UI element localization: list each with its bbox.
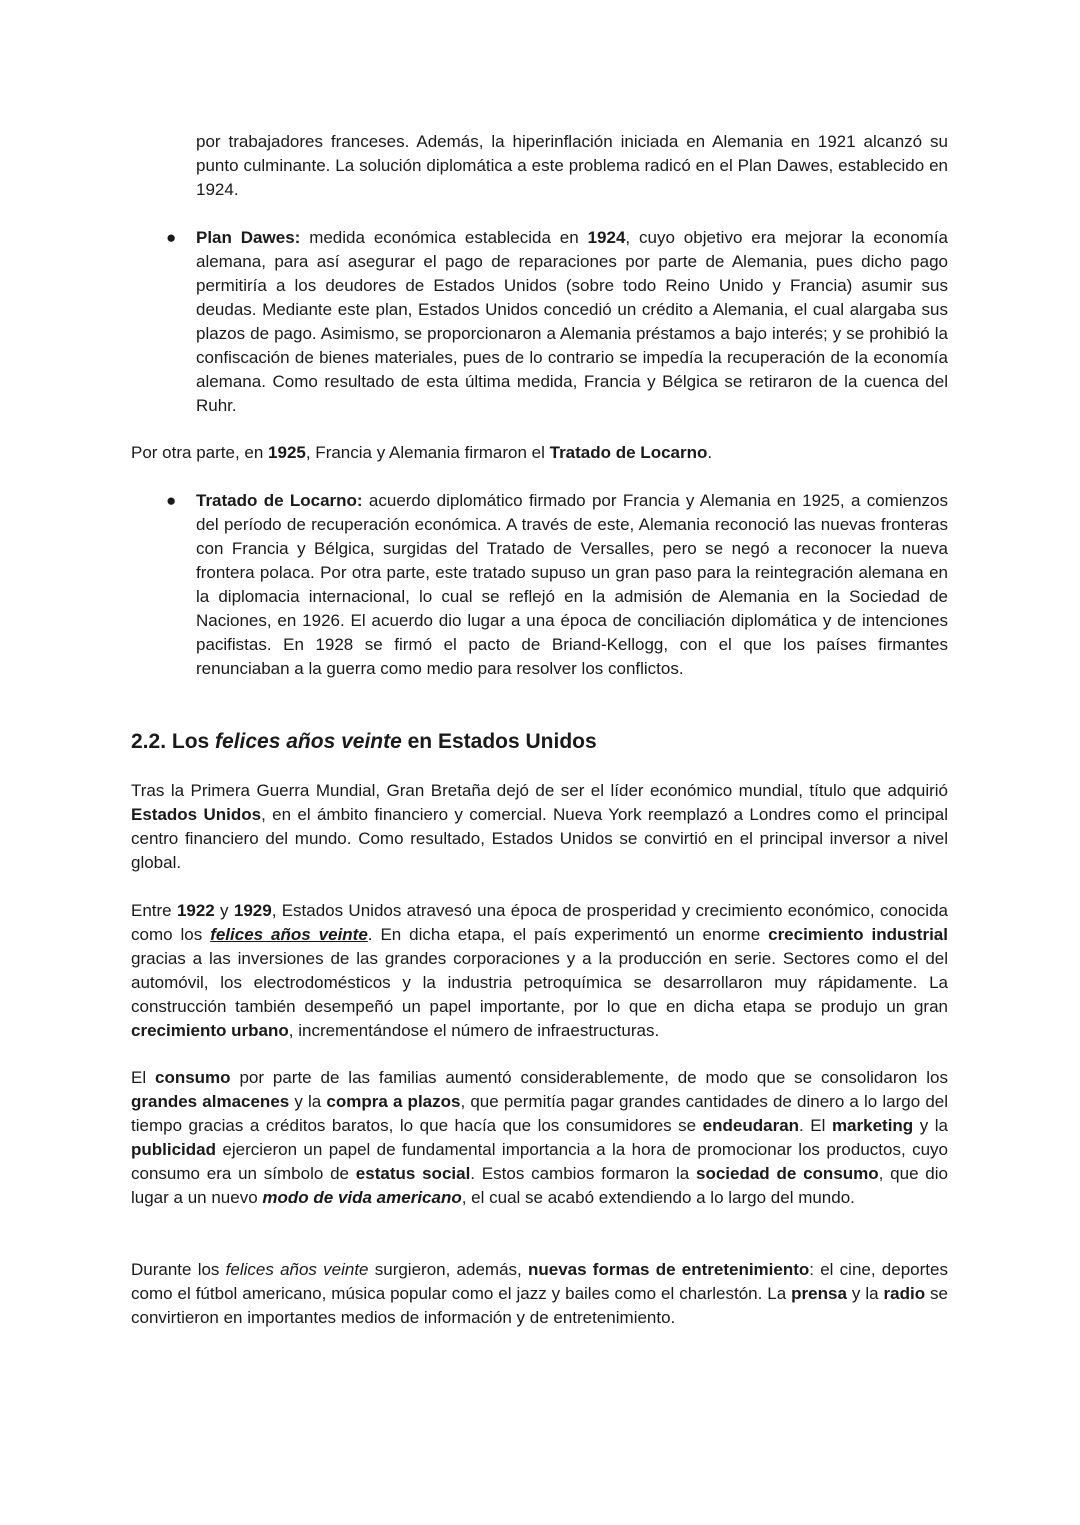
paragraph-3: El consumo por parte de las familias aumentó considerablemente, de modo que se consolidaron los grandes almacenes y la compra a plazos, que permitía pagar grandes cantidades de dinero a lo largo del tiempo gracias a créditos baratos, lo que hacía que los consumidores se endeudaran. El marketing y la publicidad ejercieron un papel de fundamental importancia a la hora de promocionar los productos, cuyo consumo era un símbolo de estatus social. Estos cambios formaron la sociedad de consumo, que dio lugar a un nuevo modo de vida americano, el cual se acabó extendiendo a lo largo del mundo. [131,1068,949,1207]
paragraph-1: Tras la Primera Guerra Mundial, Gran Bretaña dejó de ser el líder económico mundial, título que adquirió Estados Unidos, en el ámbito financiero y comercial. Nueva York reemplazó a Londres como el principal centro financiero del mundo. Como resultado, Estados Unidos se convirtió en el principal inversor a nivel global. [131,781,948,872]
paragraph-4: Durante los felices años veinte surgieron, además, nuevas formas de entretenimiento: el cine, deportes como el fútbol americano, música popular como el jazz y bailes como el charlestón. La prensa y la radio se convirtieron en importantes medios de información y de entretenimiento. [131,1260,948,1327]
plan-dawes-text: Plan Dawes: medida económica establecida en 1924, cuyo objetivo era mejorar la economía alemana, para así asegurar el pago de reparaciones por parte de Alemania, pues dicho pago permitiría a los deudores de Estados Unidos (sobre todo Reino Unido y Francia) asumir sus deudas. Mediante este plan, Estados Unidos concedió un crédito a Alemania, el cual alargaba sus plazos de pago. Asimismo, se proporcionaron a Alemania préstamos a bajo interés; y se prohibió la confiscación de bienes materiales, pues de lo contrario se impedía la recuperación de la economía alemana. Como resultado de esta última medida, Francia y Bélgica se retiraron de la cuenca del Ruhr. [196,228,949,415]
locarno-text: Tratado de Locarno: acuerdo diplomático firmado por Francia y Alemania en 1925, a comienzos del período de recuperación económica. A través de este, Alemania reconoció las nuevas fronteras con Francia y Bélgica, surgidas del Tratado de Versalles, pero se negó a reconocer la nueva frontera polaca. Por otra parte, este tratado supuso un gran paso para la reintegración alemana en la diplomacia internacional, lo cual se reflejó en la admisión de Alemania en la Sociedad de Naciones, en 1926. El acuerdo dio lugar a una época de conciliación diplomática y de intenciones pacifistas. En 1928 se firmó el pacto de Briand-Kellogg, con el que los países firmantes renunciaban a la guerra como medio para resolver los conflictos. [196,491,948,678]
list-item-tratado-locarno [131,489,948,681]
locarno-intro-paragraph: Por otra parte, en 1925, Francia y Alemania firmaron el Tratado de Locarno. [131,443,713,462]
bullet-icon: ● [166,228,177,247]
bullet-icon: ● [166,491,177,510]
paragraph-2: Entre 1922 y 1929, Estados Unidos atravesó una época de prosperidad y crecimiento económico, conocida como los felices años veinte. En dicha etapa, el país experimentó un enorme crecimiento industrial gracias a las inversiones de las grandes corporaciones y a la producción en serie. Sectores como el del automóvil, los electrodomésticos y la industria petroquímica se desarrollaron muy rápidamente. La construcción también desempeñó un papel importante, por lo que en dicha etapa se produjo un gran crecimiento urbano, incrementándose el número de infraestructuras. [131,901,948,1040]
plan-dawes-term: Plan Dawes: [196,228,301,247]
locarno-term: Tratado de Locarno: [196,491,363,510]
list-item-plan-dawes [131,226,948,418]
continuation-paragraph: por trabajadores franceses. Además, la hiperinflación iniciada en Alemania en 1921 alcanzó su punto culminante. La solución diplomática a este problema radicó en el Plan Dawes, establecido en 1924. [196,132,948,199]
felices-anos-veinte-emphasis: felices años veinte [210,925,368,944]
section-heading: 2.2. Los felices años veinte en Estados Unidos [131,730,597,753]
